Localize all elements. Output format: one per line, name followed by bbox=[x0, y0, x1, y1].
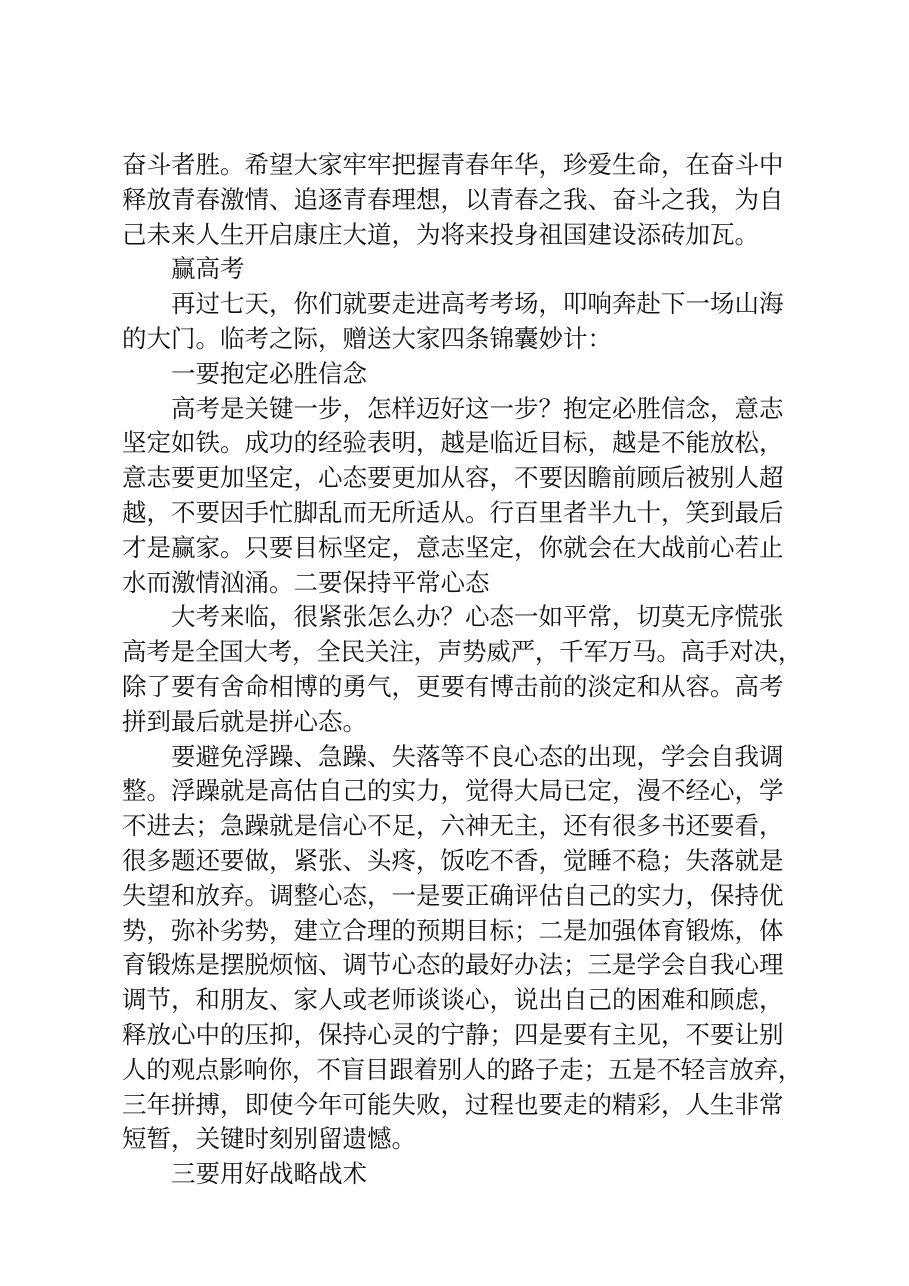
text-line: 释放青春激情、追逐青春理想，以青春之我、奋斗之我，为自 bbox=[122, 184, 784, 214]
text-line: 育锻炼是摆脱烦恼、调节心态的最好办法；三是学会自我心理 bbox=[122, 950, 784, 980]
text-line: 高考是全国大考，全民关注，声势威严，千军万马。高手对决， bbox=[122, 637, 803, 667]
text-line: 短暂，关键时刻别留遗憾。 bbox=[122, 1124, 416, 1154]
text-line: 大考来临，很紧张怎么办？心态一如平常，切莫无序慌张 bbox=[171, 602, 784, 632]
section-heading: 赢高考 bbox=[171, 254, 245, 284]
text-line: 调节，和朋友、家人或老师谈谈心，说出自己的困难和顾虑， bbox=[122, 985, 784, 1015]
section-heading: 一要抱定必胜信念 bbox=[171, 358, 367, 388]
text-line: 除了要有舍命相博的勇气，更要有博击前的淡定和从容。高考 bbox=[122, 671, 784, 701]
text-line: 水而激情汹涌。二要保持平常心态 bbox=[122, 567, 490, 597]
section-heading: 三要用好战略战术 bbox=[171, 1159, 367, 1189]
text-line: 失望和放弃。调整心态，一是要正确评估自己的实力，保持优 bbox=[122, 880, 784, 910]
text-line: 很多题还要做，紧张、头疼，饭吃不香，觉睡不稳；失落就是 bbox=[122, 845, 784, 875]
text-line: 的大门。临考之际，赠送大家四条锦囊妙计： bbox=[122, 323, 612, 353]
text-line: 才是赢家。只要目标坚定，意志坚定，你就会在大战前心若止 bbox=[122, 532, 784, 562]
text-line: 己未来人生开启康庄大道，为将来投身祖国建设添砖加瓦。 bbox=[122, 219, 759, 249]
text-line: 坚定如铁。成功的经验表明，越是临近目标，越是不能放松， bbox=[122, 428, 784, 458]
text-line: 再过七天，你们就要走进高考考场，叩响奔赴下一场山海 bbox=[171, 289, 784, 319]
text-line: 释放心中的压抑，保持心灵的宁静；四是要有主见，不要让别 bbox=[122, 1019, 784, 1049]
text-line: 意志要更加坚定，心态要更加从容，不要因瞻前顾后被别人超 bbox=[122, 463, 784, 493]
body-text bbox=[122, 148, 802, 1192]
text-line: 奋斗者胜。希望大家牢牢把握青春年华，珍爱生命，在奋斗中 bbox=[122, 150, 784, 179]
text-line: 越，不要因手忙脚乱而无所适从。行百里者半九十，笑到最后 bbox=[122, 497, 784, 527]
text-line: 三年拼搏，即使今年可能失败，过程也要走的精彩，人生非常 bbox=[122, 1089, 784, 1119]
text-line: 势，弥补劣势，建立合理的预期目标；二是加强体育锻炼，体 bbox=[122, 915, 784, 945]
text-line: 人的观点影响你，不盲目跟着别人的路子走；五是不轻言放弃， bbox=[122, 1054, 803, 1084]
text-line: 要避免浮躁、急躁、失落等不良心态的出现，学会自我调 bbox=[171, 741, 784, 771]
text-line: 高考是关键一步，怎样迈好这一步？抱定必胜信念，意志 bbox=[171, 393, 784, 423]
text-line: 拼到最后就是拼心态。 bbox=[122, 706, 367, 736]
text-line: 整。浮躁就是高估自己的实力，觉得大局已定，漫不经心，学 bbox=[122, 776, 784, 806]
text-line: 不进去；急躁就是信心不足，六神无主，还有很多书还要看， bbox=[122, 811, 784, 841]
